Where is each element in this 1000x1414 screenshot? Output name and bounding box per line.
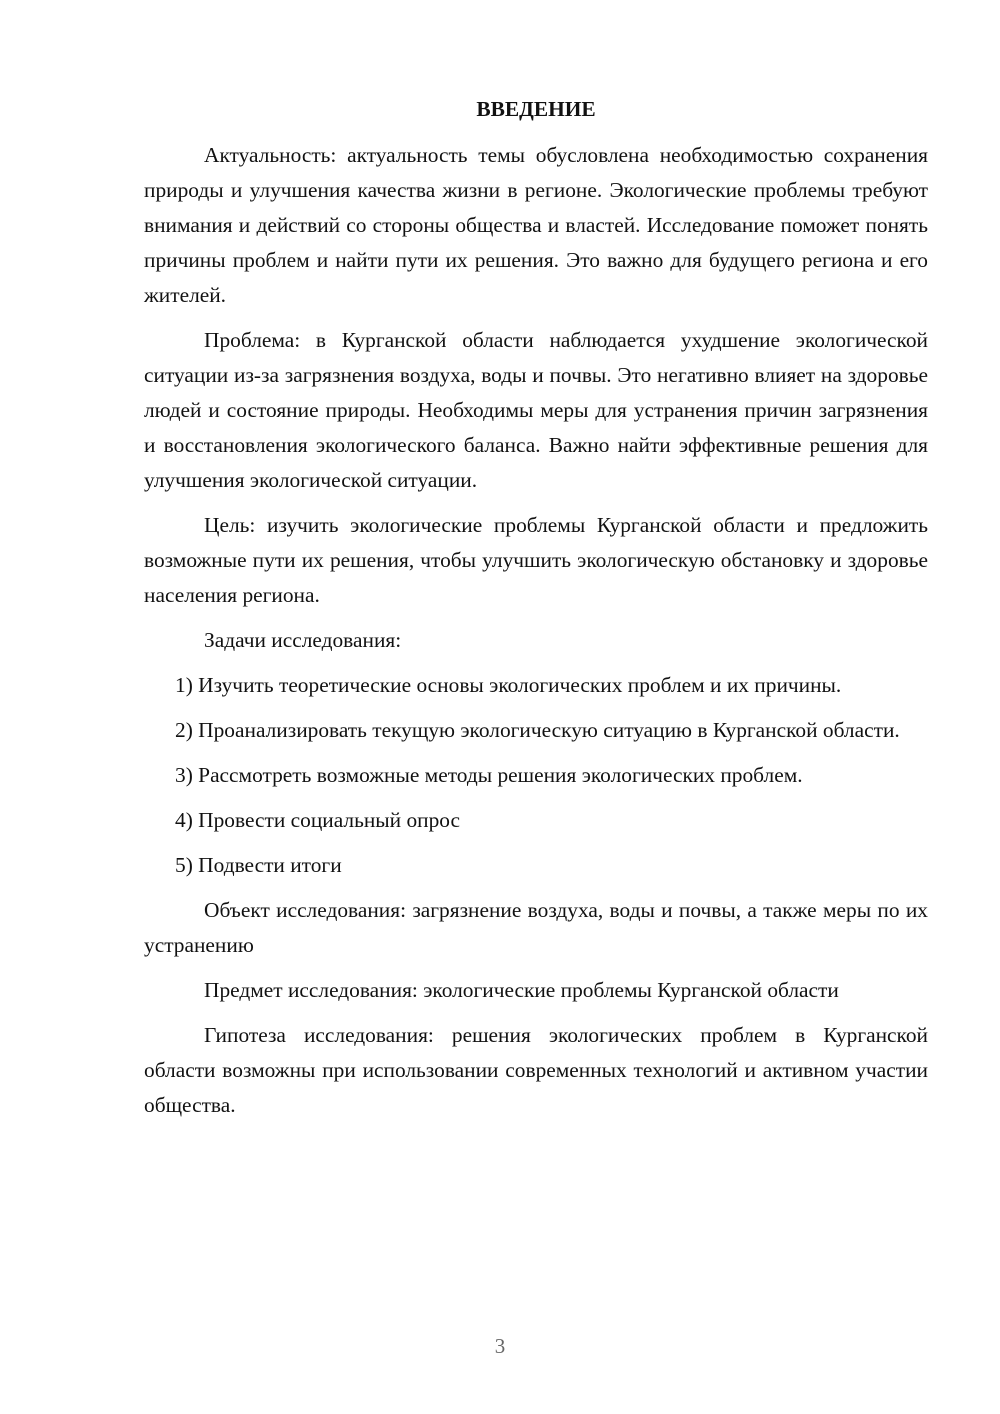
task-item: 1) Изучить теоретические основы экологических проблем и их причины. — [175, 673, 842, 697]
task-item: 4) Провести социальный опрос — [175, 808, 461, 832]
tasks-heading: Задачи исследования: — [204, 628, 402, 652]
subject-paragraph: Предмет исследования: экологические проблемы Курганской области — [204, 978, 839, 1002]
goal-paragraph: Цель: изучить экологические проблемы Курганской области и предложить возможные пути их решения, чтобы улучшить экологическую обстановку и здоровье населения региона. — [144, 513, 928, 607]
relevance-paragraph: Актуальность: актуальность темы обусловлена необходимостью сохранения природы и улучшения качества жизни в регионе. Экологические проблемы требуют внимания и действий со стороны общества и властей. Исследование поможет понять причины проблем и найти пути их решения. Это важно для будущего региона и его жителей. — [144, 143, 928, 307]
problem-paragraph: Проблема: в Курганской области наблюдается ухудшение экологической ситуации из-за загрязнения воздуха, воды и почвы. Это негативно влияет на здоровье людей и состояние природы. Необходимы меры для устранения причин загрязнения и восстановления экологического баланса. Важно найти эффективные решения для улучшения экологической ситуации. — [144, 328, 928, 492]
task-item: 5) Подвести итоги — [175, 853, 342, 877]
section-title: ВВЕДЕНИЕ — [476, 97, 596, 121]
object-paragraph: Объект исследования: загрязнение воздуха, воды и почвы, а также меры по их устранению — [144, 898, 928, 957]
task-item: 2) Проанализировать текущую экологическую ситуацию в Курганской области. — [175, 718, 900, 742]
page-content — [144, 92, 928, 1133]
page-number: 3 — [494, 1334, 506, 1358]
hypothesis-paragraph: Гипотеза исследования: решения экологических проблем в Курганской области возможны при использовании современных технологий и активном участии общества. — [144, 1023, 928, 1117]
task-item: 3) Рассмотреть возможные методы решения экологических проблем. — [175, 763, 803, 787]
